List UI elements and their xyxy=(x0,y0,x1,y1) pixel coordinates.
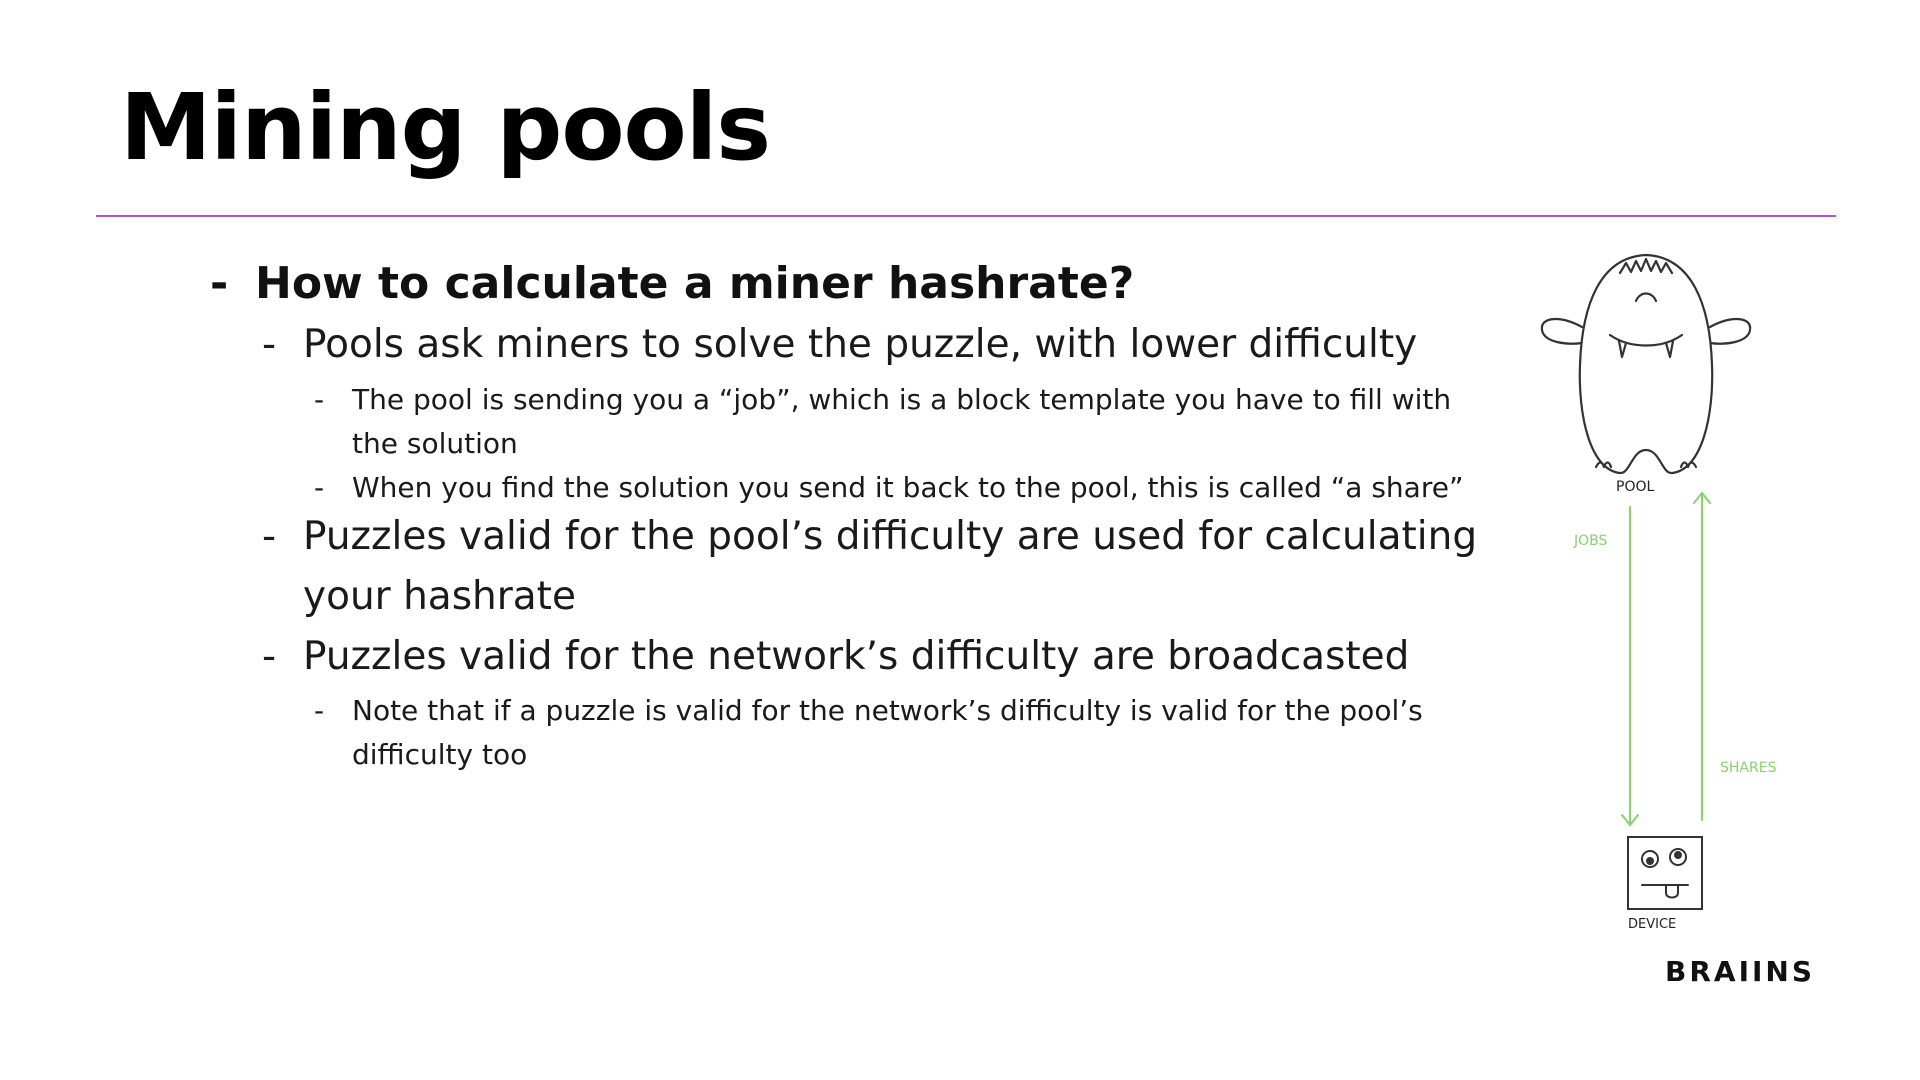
bullet-dash: - xyxy=(314,694,325,727)
jobs-arrow xyxy=(1622,507,1638,825)
sub-bullet-item: When you find the solution you send it back to the pool, this is called “a share” xyxy=(352,471,1464,504)
bullet-continuation: your hashrate xyxy=(303,574,576,619)
slide-title: Mining pools xyxy=(120,74,771,181)
bullet-dash: - xyxy=(210,258,229,309)
bullet-dash: - xyxy=(314,383,325,416)
sub-bullet-continuation: difficulty too xyxy=(352,738,528,771)
sub-bullet-item: Note that if a puzzle is valid for the network’s difficulty is valid for the pool’s xyxy=(352,694,1423,727)
bullet-heading: How to calculate a miner hashrate? xyxy=(255,258,1135,309)
pool-label: POOL xyxy=(1616,479,1655,495)
pool-device-diagram xyxy=(1520,245,1820,945)
device-label: DEVICE xyxy=(1628,917,1677,932)
bullet-dash: - xyxy=(262,634,277,679)
bullet-item: Puzzles valid for the network’s difficulty are broadcasted xyxy=(303,634,1410,679)
sub-bullet-continuation: the solution xyxy=(352,427,518,460)
bullet-dash: - xyxy=(262,322,277,367)
bullet-dash: - xyxy=(314,471,325,504)
shares-label: SHARES xyxy=(1720,760,1777,776)
bullet-item: Puzzles valid for the pool’s difficulty are used for calculating xyxy=(303,514,1478,559)
brand-logo: BRAIINS xyxy=(1665,955,1816,988)
monster-icon xyxy=(1542,255,1750,473)
bullet-item: Pools ask miners to solve the puzzle, with lower difficulty xyxy=(303,322,1418,367)
bullet-dash: - xyxy=(262,514,277,559)
jobs-label: JOBS xyxy=(1574,533,1608,549)
shares-arrow xyxy=(1694,493,1710,820)
device-icon xyxy=(1628,837,1702,909)
sub-bullet-item: The pool is sending you a “job”, which is a block template you have to fill with xyxy=(352,383,1452,416)
